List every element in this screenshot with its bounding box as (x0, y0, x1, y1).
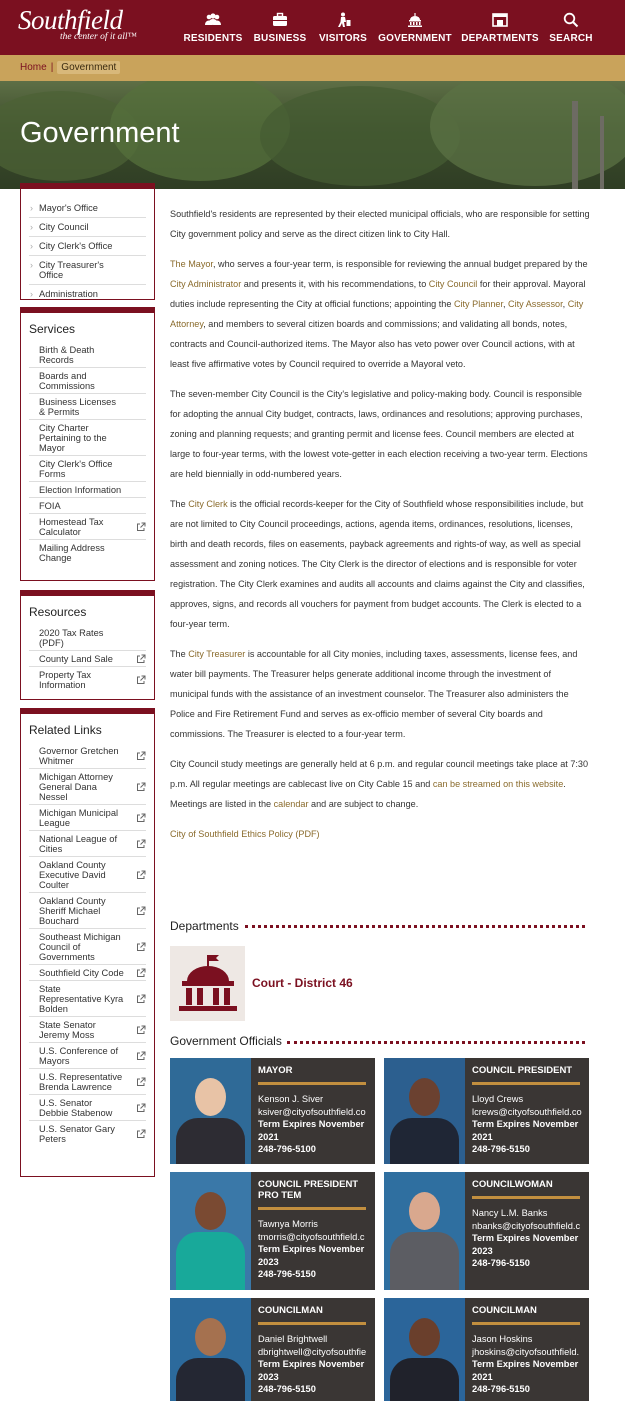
sidebar-link-label: Property Tax Information (39, 670, 92, 690)
breadcrumb-current: Government (57, 61, 120, 74)
sidebar-item-city-council[interactable] (29, 218, 146, 237)
sidebar-services (20, 307, 155, 581)
official-photo-body (390, 1358, 459, 1401)
traveler-icon (334, 12, 352, 28)
official-term: Term Expires November 2023 (472, 1233, 579, 1256)
main-content (170, 204, 590, 854)
city-attorney-link[interactable]: City Attorney (170, 299, 584, 329)
sidebar-link-item[interactable] (29, 651, 146, 667)
sidebar-link-item[interactable] (29, 498, 146, 514)
official-info (258, 1058, 375, 1156)
city-council-link[interactable]: City Council (428, 279, 478, 289)
external-link-icon (136, 968, 146, 978)
sidebar-link-label: Southeast Michigan Council of Governments (39, 932, 121, 962)
official-photo-face (409, 1078, 440, 1116)
sidebar-link-item[interactable] (29, 667, 146, 692)
page-title: Government (20, 117, 180, 149)
sidebar-link-label: Oakland County Executive David Coulter (39, 860, 106, 890)
official-phone[interactable]: 248-796-5150 (258, 1269, 316, 1279)
mayor-paragraph: The Mayor, who serves a four-year term, is responsible for reviewing the annual budget prepared by the City Administrator and presents it, with his recommendations, to City Council for their approval. Mayoral duties include representing the City at official functions; appointing the City Planner, City Assessor, City Attorney, and members to several citizen boards and commissions; and validating all bonds, notes, contracts and Council-authorized items. The Mayor also has veto power over Council actions, with at least five affirmative votes by Council required to override a Mayoral veto. (170, 259, 588, 369)
logo-tagline: the center of it all™ (60, 32, 137, 42)
official-email-link[interactable]: jhoskins@cityofsouthfield. (472, 1346, 580, 1357)
role-underline (472, 1196, 580, 1199)
section-divider (287, 1041, 585, 1044)
courthouse-icon (170, 946, 245, 1021)
chevron-right-icon: › (30, 222, 33, 232)
sidebar-link-label: State Senator Jeremy Moss (39, 1020, 96, 1040)
breadcrumb-separator: | (50, 62, 54, 73)
sidebar-link-label: National League of Cities (39, 834, 118, 854)
external-link-icon (136, 870, 146, 880)
official-role: COUNCILWOMAN (472, 1179, 553, 1190)
chevron-right-icon: › (30, 289, 33, 299)
intro-paragraph: Southfield's residents are represented by their elected municipal officials, who are responsible for setting City government policy and serve as the direct citizen link to City Hall. (170, 209, 590, 239)
sidebar-related-links (20, 708, 155, 1177)
nav-residents[interactable] (184, 0, 242, 55)
nav-government[interactable] (380, 0, 450, 55)
sidebar-link-item[interactable] (29, 456, 146, 482)
official-info (472, 1058, 589, 1156)
sidebar-link-item[interactable] (29, 514, 146, 540)
sidebar-link-item[interactable] (29, 1121, 146, 1146)
role-underline (472, 1322, 580, 1325)
mayor-link[interactable]: The Mayor (170, 259, 213, 269)
official-name: Lloyd Crews (472, 1094, 524, 1104)
official-role: MAYOR (258, 1065, 293, 1076)
official-info (472, 1298, 589, 1396)
external-link-icon (136, 675, 146, 685)
official-email-link[interactable]: lcrews@cityofsouthfield.co (472, 1106, 582, 1117)
official-phone[interactable]: 248-796-5150 (472, 1384, 530, 1394)
sidebar-link-label: 2020 Tax Rates (PDF) (39, 628, 104, 648)
sidebar-link-item[interactable] (29, 965, 146, 981)
official-role: COUNCILMAN (258, 1305, 323, 1316)
external-link-icon (136, 906, 146, 916)
sidebar-link-label: Mailing Address Change (39, 543, 105, 563)
sidebar-link-label: Governor Gretchen Whitmer (39, 746, 119, 766)
sidebar-item-label: Mayor's Office (39, 203, 98, 213)
hero-lamp-pole (572, 101, 578, 189)
sidebar-link-label: State Representative Kyra Bolden (39, 984, 124, 1014)
sidebar-link-item[interactable] (29, 769, 146, 805)
breadcrumb-home-link[interactable]: Home (20, 62, 47, 73)
official-photo (170, 1172, 251, 1290)
role-underline (258, 1322, 366, 1325)
chevron-right-icon: › (30, 260, 33, 270)
official-role: COUNCIL PRESIDENT (472, 1065, 573, 1076)
sidebar-item-administration[interactable] (29, 285, 146, 303)
official-photo-body (390, 1118, 459, 1164)
official-term: Term Expires November 2023 (258, 1244, 365, 1267)
sidebar-link-label: Business Licenses & Permits (39, 397, 116, 417)
hero-lamp-pole (600, 116, 604, 189)
nav-business[interactable] (252, 0, 308, 55)
official-email-link[interactable]: ksiver@cityofsouthfield.co (258, 1106, 366, 1117)
meetings-paragraph: City Council study meetings are generally held at 6 p.m. and regular council meetings take place at 7:30 p.m. All regular meetings are cablecast live on City Cable 15 and can be streamed on this website. Meetings are listed in the calendar and are subject to change. (170, 759, 589, 809)
official-info (258, 1298, 375, 1396)
external-link-icon (136, 782, 146, 792)
sidebar-link-item[interactable] (29, 929, 146, 965)
official-card[interactable] (170, 1172, 375, 1290)
sidebar-link-item[interactable] (29, 743, 146, 769)
department-link-court[interactable]: Court - District 46 (252, 976, 353, 990)
official-photo (170, 1298, 251, 1401)
sidebar-link-label: Election Information (39, 485, 122, 495)
sidebar-item-city-treasurers-office[interactable] (29, 256, 146, 285)
sidebar-related-title: Related Links (29, 723, 102, 737)
sidebar-services-title: Services (29, 322, 76, 336)
external-link-icon (136, 942, 146, 952)
official-email-link[interactable]: tmorris@cityofsouthfield.c (258, 1231, 365, 1242)
official-card[interactable] (384, 1172, 589, 1290)
official-name: Jason Hoskins (472, 1334, 533, 1344)
stream-link[interactable]: can be streamed on this website (432, 779, 564, 789)
nav-business-label: BUSINESS (253, 32, 307, 44)
sidebar-resources (20, 590, 155, 700)
official-photo-face (409, 1192, 440, 1230)
page-hero-banner (0, 81, 625, 189)
departments-heading: Departments (170, 919, 239, 933)
sidebar-link-label: FOIA (39, 501, 61, 511)
role-underline (258, 1207, 366, 1210)
city-treasurer-link[interactable]: City Treasurer (188, 649, 246, 659)
department-card-court[interactable] (170, 946, 245, 1021)
sidebar-link-label: Southfield City Code (39, 968, 124, 978)
official-term: Term Expires November 2021 (258, 1119, 365, 1142)
chevron-right-icon: › (30, 203, 33, 213)
official-photo (170, 1058, 251, 1164)
nav-search-label: SEARCH (549, 32, 593, 44)
official-photo (384, 1058, 465, 1164)
clerk-paragraph: The City Clerk is the official records-keeper for the City of Southfield whose responsibilities include, but are not limited to City Council proceedings, actions, agenda items, ordinances, resolutions, licenses, birth and death records, files on easements, payback agreements and rights-of way, as well as special assessment and zoning notices. The City Clerk is the director of elections and is responsible for voter registration. The City Clerk examines and audits all accounts and claims against the City and classifies, approves, signs, and records all vouchers for payment from budget accounts. The Clerk is elected to a four-year term. (170, 499, 585, 629)
external-link-icon (136, 1025, 146, 1035)
external-link-icon (136, 839, 146, 849)
site-logo[interactable] (18, 6, 137, 42)
nav-departments-label: DEPARTMENTS (461, 32, 539, 44)
official-photo-body (176, 1232, 245, 1290)
official-term: Term Expires November 2023 (258, 1359, 365, 1382)
sidebar-link-item[interactable] (29, 394, 146, 420)
official-phone[interactable]: 248-796-5150 (472, 1144, 530, 1154)
official-email-link[interactable]: dbrightwell@cityofsouthfie (258, 1346, 367, 1357)
sidebar-link-item[interactable] (29, 1043, 146, 1069)
external-link-icon (136, 1051, 146, 1061)
external-link-icon (136, 1129, 146, 1139)
official-role: COUNCILMAN (472, 1305, 537, 1316)
official-card[interactable] (384, 1058, 589, 1164)
sidebar-link-item[interactable] (29, 1017, 146, 1043)
external-link-icon (136, 654, 146, 664)
sidebar-link-label: Boards and Commissions (39, 371, 95, 391)
sidebar-quick-links (20, 183, 155, 300)
city-clerk-link[interactable]: City Clerk (188, 499, 228, 509)
external-link-icon (136, 522, 146, 532)
city-assessor-link[interactable]: City Assessor (508, 299, 563, 309)
sidebar-link-item[interactable] (29, 342, 146, 368)
official-name: Tawnya Morris (258, 1219, 318, 1229)
official-name: Kenson J. Siver (258, 1094, 324, 1104)
sidebar-link-item[interactable] (29, 831, 146, 857)
nav-departments[interactable] (461, 0, 539, 55)
sidebar-link-item[interactable] (29, 482, 146, 498)
officials-heading: Government Officials (170, 1034, 282, 1048)
sidebar-link-item[interactable] (29, 857, 146, 893)
official-name: Daniel Brightwell (258, 1334, 328, 1344)
official-photo (384, 1172, 465, 1290)
sidebar-link-label: U.S. Senator Gary Peters (39, 1124, 115, 1144)
sidebar-item-label: City Treasurer's Office (39, 260, 104, 280)
sidebar-link-item[interactable] (29, 981, 146, 1017)
city-administrator-link[interactable]: City Administrator (170, 279, 242, 289)
search-icon (562, 12, 580, 28)
official-card[interactable] (384, 1298, 589, 1401)
nav-visitors-label: VISITORS (318, 32, 368, 44)
official-info (472, 1172, 589, 1270)
section-divider (245, 925, 585, 928)
capitol-icon (406, 12, 424, 28)
official-photo-face (195, 1318, 226, 1356)
sidebar-link-label: Michigan Municipal League (39, 808, 119, 828)
treasurer-paragraph: The City Treasurer is accountable for all City monies, including taxes, assessments, license fees, and water bill payments. The Treasurer helps generate additional income through the investment of municipal funds with the assistance of an investment counselor. The Treasurer also administers the Police and Fire Retirement Fund and serves as ex-officio member of several City boards and commissions. The Treasurer is elected to a four-year term. (170, 649, 578, 739)
sidebar-link-label: U.S. Representative Brenda Lawrence (39, 1072, 123, 1092)
briefcase-icon (271, 12, 289, 28)
people-icon (204, 12, 222, 28)
official-photo-body (176, 1118, 245, 1164)
official-email-link[interactable]: nbanks@cityofsouthfield.c (472, 1220, 581, 1231)
external-link-icon (136, 1077, 146, 1087)
sidebar-link-label: Birth & Death Records (39, 345, 95, 365)
sidebar-link-label: Michigan Attorney General Dana Nessel (39, 772, 113, 802)
sidebar-item-label: City Council (39, 222, 89, 232)
sidebar-link-label: U.S. Conference of Mayors (39, 1046, 119, 1066)
role-underline (258, 1082, 366, 1085)
official-term: Term Expires November 2021 (472, 1359, 579, 1382)
official-phone[interactable]: 248-796-5100 (258, 1144, 316, 1154)
sidebar-link-item[interactable] (29, 893, 146, 929)
sidebar-link-item[interactable] (29, 1095, 146, 1121)
sidebar-link-label: Oakland County Sheriff Michael Bouchard (39, 896, 106, 926)
official-photo-face (195, 1192, 226, 1230)
official-photo-body (176, 1358, 245, 1401)
official-photo-body (390, 1232, 459, 1290)
sidebar-link-label: U.S. Senator Debbie Stabenow (39, 1098, 113, 1118)
sidebar-link-item[interactable] (29, 368, 146, 394)
sidebar-link-item[interactable] (29, 625, 146, 651)
sidebar-link-item[interactable] (29, 540, 146, 565)
sidebar-link-item[interactable] (29, 1069, 146, 1095)
official-phone[interactable]: 248-796-5150 (472, 1258, 530, 1268)
official-term: Term Expires November 2021 (472, 1119, 579, 1142)
nav-search[interactable] (548, 0, 594, 55)
official-info (258, 1172, 375, 1281)
sidebar-item-city-clerks-office[interactable] (29, 237, 146, 256)
official-role: COUNCIL PRESIDENT PRO TEM (258, 1179, 359, 1201)
calendar-link[interactable]: calendar (273, 799, 309, 809)
logo-wordmark: Southfield (18, 5, 123, 35)
ethics-policy-link[interactable]: City of Southfield Ethics Policy (PDF) (170, 829, 320, 839)
official-card[interactable] (170, 1298, 375, 1401)
hero-tree-shape (430, 81, 625, 186)
sidebar-link-label: City Charter Pertaining to the Mayor (39, 423, 107, 453)
official-photo-face (195, 1078, 226, 1116)
sidebar-item-label: City Clerk's Office (39, 241, 113, 251)
official-photo (384, 1298, 465, 1401)
nav-visitors[interactable] (317, 0, 369, 55)
sidebar-link-label: City Clerk's Office Forms (39, 459, 113, 479)
official-phone[interactable]: 248-796-5150 (258, 1384, 316, 1394)
sidebar-link-label: County Land Sale (39, 654, 113, 664)
official-name: Nancy L.M. Banks (472, 1208, 548, 1218)
chevron-right-icon: › (30, 241, 33, 251)
nav-residents-label: RESIDENTS (183, 32, 243, 44)
sidebar-link-item[interactable] (29, 805, 146, 831)
building-icon (491, 12, 509, 28)
sidebar-link-label: Homestead Tax Calculator (39, 517, 104, 537)
council-paragraph: The seven-member City Council is the City's legislative and policy-making body. Council is responsible for adopting the annual City budget, contracts, laws, ordinances and resolutions; approving purchases, zoning and planning requests; and granting permit and license fees. Council members are elected at large to four-year terms, with the lowest vote-getter in each election receiving a two-year term. Elections are held biennially in odd-numbered years. (170, 389, 588, 479)
sidebar-link-item[interactable] (29, 420, 146, 456)
breadcrumb (0, 55, 625, 81)
hero-tree-shape (260, 86, 460, 186)
sidebar-item-mayors-office[interactable] (29, 199, 146, 218)
external-link-icon (136, 1103, 146, 1113)
nav-government-label: GOVERNMENT (378, 32, 452, 44)
sidebar-resources-title: Resources (29, 605, 87, 619)
role-underline (472, 1082, 580, 1085)
external-link-icon (136, 813, 146, 823)
top-navigation-bar (0, 0, 625, 55)
official-card[interactable] (170, 1058, 375, 1164)
sidebar-item-label: Administration (39, 289, 98, 299)
city-planner-link[interactable]: City Planner (453, 299, 503, 309)
external-link-icon (136, 751, 146, 761)
external-link-icon (136, 994, 146, 1004)
official-photo-face (409, 1318, 440, 1356)
